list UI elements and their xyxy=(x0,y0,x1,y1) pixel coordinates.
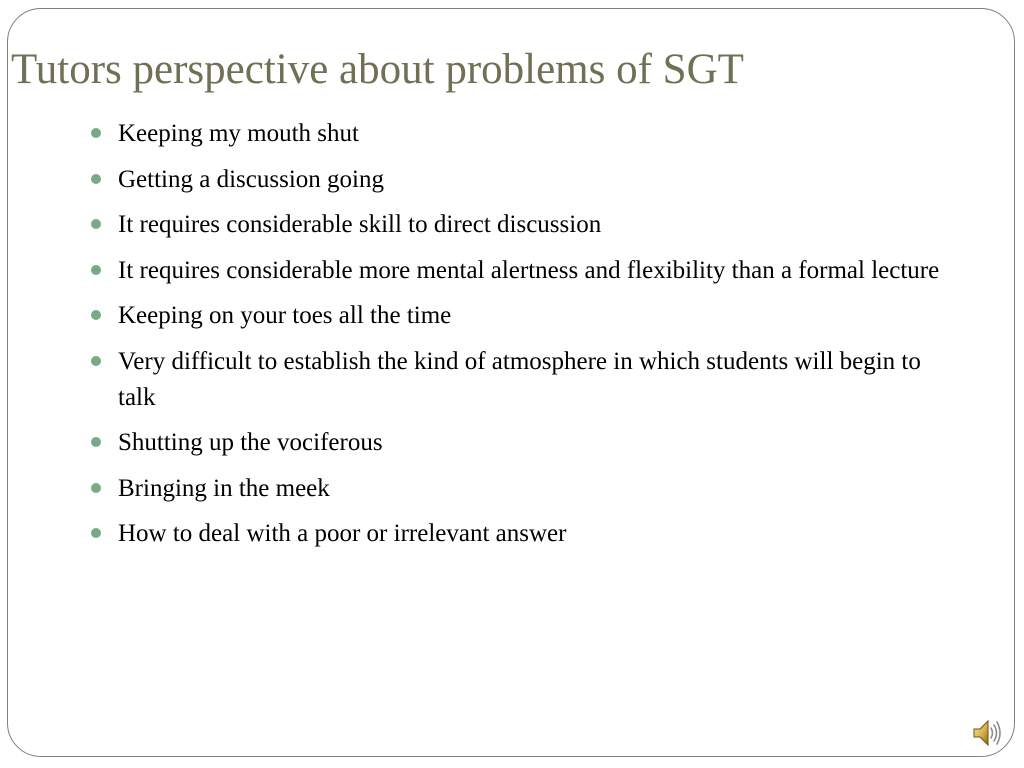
list-item xyxy=(118,162,948,198)
bullet-dot-icon xyxy=(91,128,101,138)
bullet-dot-icon xyxy=(91,483,101,493)
bullet-dot-icon xyxy=(91,356,101,366)
bullet-dot-icon xyxy=(91,265,101,275)
bullet-list xyxy=(118,116,948,562)
bullet-text: Keeping on your toes all the time xyxy=(118,302,452,329)
bullet-dot-icon xyxy=(91,174,101,184)
bullet-dot-icon xyxy=(91,310,101,320)
list-item xyxy=(118,344,948,416)
list-item xyxy=(118,298,948,334)
list-item xyxy=(118,471,948,507)
bullet-dot-icon xyxy=(91,437,101,447)
bullet-dot-icon xyxy=(91,528,101,538)
list-item xyxy=(118,207,948,243)
slide-title: Tutors perspective about problems of SGT xyxy=(11,46,744,93)
bullet-text: Shutting up the vociferous xyxy=(118,429,383,456)
list-item xyxy=(118,425,948,461)
bullet-text: It requires considerable more mental alertness and flexibility than a formal lecture xyxy=(118,256,940,284)
bullet-text: Bringing in the meek xyxy=(118,474,330,502)
list-item xyxy=(118,253,948,289)
speaker-icon[interactable] xyxy=(972,716,1002,750)
list-item xyxy=(118,516,948,552)
bullet-text: Getting a discussion going xyxy=(118,165,384,193)
bullet-text: How to deal with a poor or irrelevant answer xyxy=(118,520,567,547)
bullet-text: It requires considerable skill to direct discussion xyxy=(118,211,602,238)
bullet-text: Very difficult to establish the kind of atmosphere in which students will begin to talk xyxy=(118,347,921,411)
bullet-text: Keeping my mouth shut xyxy=(118,120,359,147)
bullet-dot-icon xyxy=(91,219,101,229)
list-item xyxy=(118,116,948,152)
